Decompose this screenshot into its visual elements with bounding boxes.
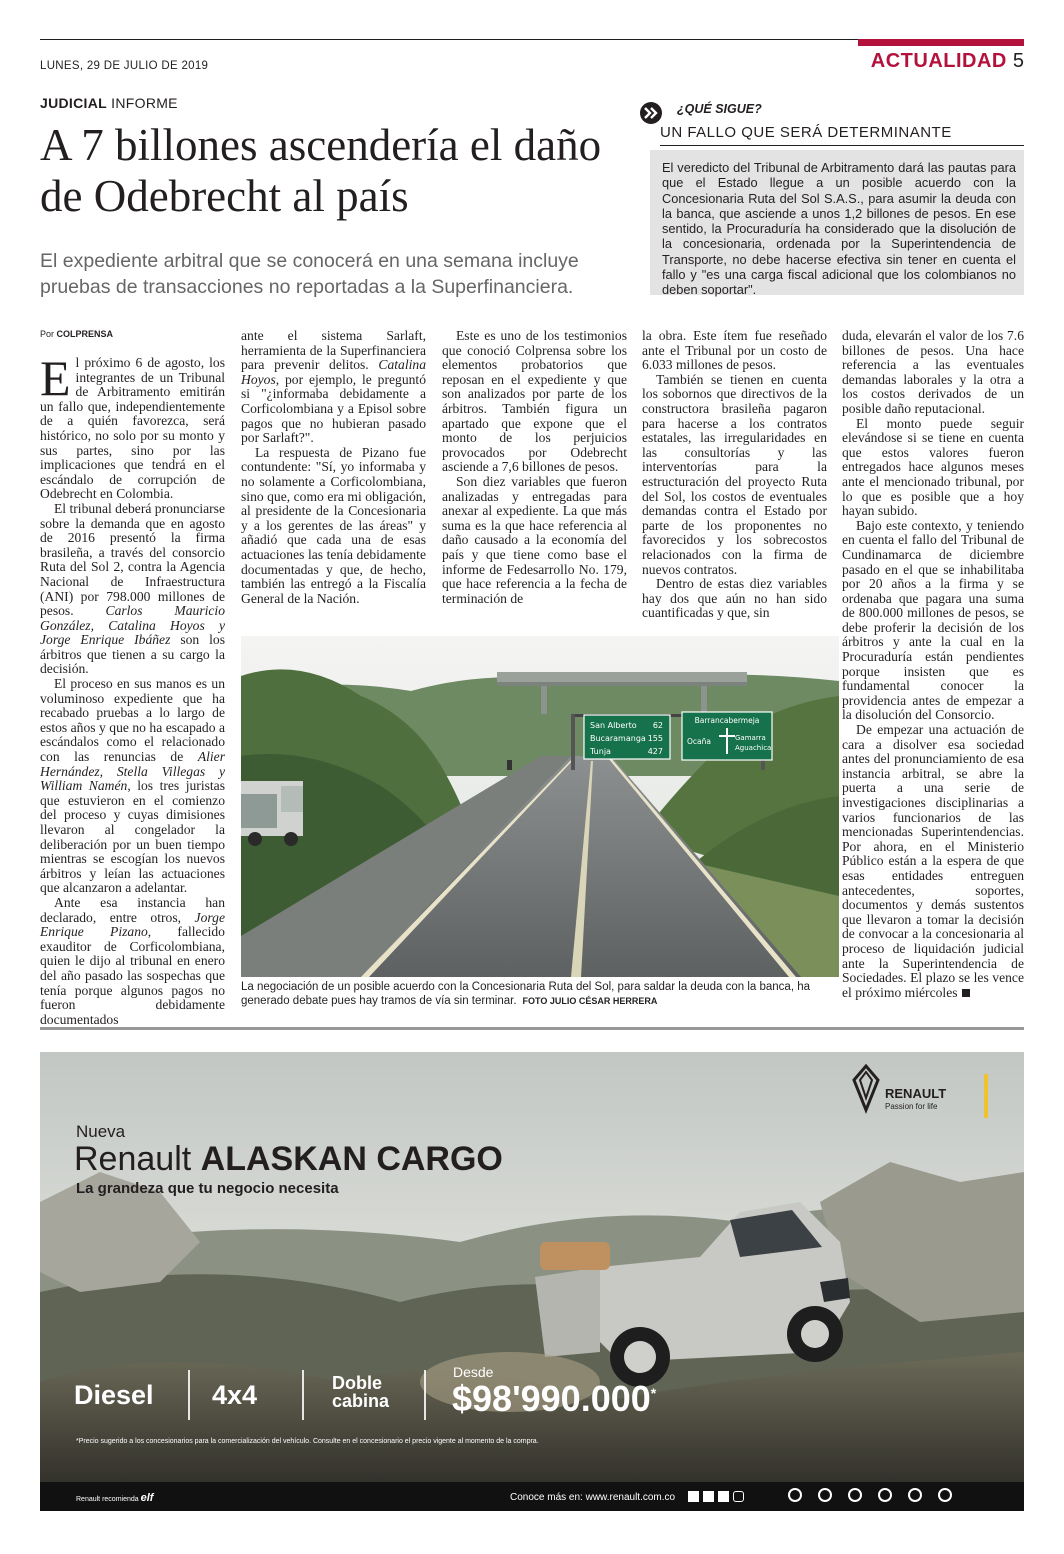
sign-left-row2-km: 155 bbox=[647, 734, 663, 743]
highway-photo-illustration bbox=[241, 636, 839, 977]
certification-seal-icon bbox=[788, 1488, 802, 1502]
photo-credit: FOTO JULIO CÉSAR HERRERA bbox=[522, 996, 658, 1006]
section-header bbox=[858, 50, 1024, 73]
paragraph bbox=[842, 723, 1024, 1000]
ad-slogan: La grandeza que tu negocio necesita bbox=[76, 1180, 339, 1197]
sign-left-row3-km: 427 bbox=[647, 747, 663, 756]
ad-feature-cabin-line2: cabina bbox=[332, 1391, 390, 1411]
paragraph-text: , los tres juristas que estuvieron en el comienzo del proceso y cuyas dimisiones llevaron al congelador la deliberación por un buen tiempo mientras se escogían los nuevos árbitros y leían las actuaciones que alcanzaron a adelantar. bbox=[40, 778, 225, 896]
section-name: ACTUALIDAD bbox=[870, 50, 1007, 72]
paragraph-text: ante el sistema Sarlaft, herramienta de la Superfinanciera para prevenir delitos. bbox=[241, 328, 426, 373]
sidebar-title: UN FALLO QUE SERÁ DETERMINANTE bbox=[660, 124, 1024, 146]
byline-author: COLPRENSA bbox=[56, 329, 114, 339]
ad-model-prefix: Renault bbox=[74, 1140, 192, 1178]
section-color-bar bbox=[858, 39, 1024, 46]
issue-date: LUNES, 29 DE JULIO DE 2019 bbox=[40, 60, 209, 72]
paragraph-text: De empezar una actuación de cara a disolver esa sociedad antes del pronunciamiento de esa instancia arbitral, se abre la puerta a una serie de investigaciones disciplinarias a varios funcionarios de las mencionadas Superintendencias. Por ahora, en el Ministerio Público están a la espera de que esas entidades entreguen antecedentes, soportes, documentos y demás sustentos que llevaron a tomar la decisión de convocar a la concesionaria al proceso de liquidación judicial ante la Superintendencia de Sociedades. El plazo se les vence el próximo miércoles bbox=[842, 722, 1024, 1000]
paragraph-text: El tribunal deberá pronunciarse sobre la demanda que en agosto de 2016 presentó la firma brasileña, a través del consorcio Ruta del Sol 2, contra la Agencia Nacional de Infraestructura (ANI) por 798.000 millones de pesos. bbox=[40, 500, 225, 619]
sign-left-row2-place: Bucaramanga bbox=[590, 734, 646, 743]
ad-disclaimer: *Precio sugerido a los concesionarios para la comercialización del vehículo. Consulte en el concesionario el precio vigente al momento de la compra. bbox=[76, 1438, 539, 1445]
witness-name: Jorge Enrique Pizano bbox=[40, 909, 225, 940]
paragraph bbox=[40, 350, 225, 502]
certification-seal-icon bbox=[938, 1488, 952, 1502]
paragraph: duda, elevarán el valor de los 7.6 billones de pesos. Una hace referencia a las eventuales demandas laborales y la otra a los costos derivados de un posible daño reputacional. bbox=[842, 328, 1024, 416]
arbiter-names: Carlos Mauricio González, Catalina Hoyos y Jorge Enrique Ibáñez bbox=[40, 603, 225, 648]
ad-feature-4x4: 4x4 bbox=[212, 1380, 258, 1410]
ad-recommends-text: Renault recomienda bbox=[76, 1496, 139, 1503]
paragraph: Son diez variables que fueron analizadas y entregadas para anexar al expediente. La que más suma es la que hace referencia al daño causado a la economía del país y que tiene como base el informe de Fedesarrollo No. 179, que hace referencia a la fecha de terminación de bbox=[442, 473, 627, 606]
facebook-icon[interactable] bbox=[688, 1491, 699, 1502]
paragraph: Dentro de estas diez variables hay dos que aún no han sido cuantificadas y que, sin bbox=[642, 576, 827, 621]
ad-website[interactable]: Conoce más en: www.renault.com.co bbox=[510, 1492, 676, 1503]
arbiter-name: Catalina Hoyos bbox=[241, 357, 426, 387]
article-subhead: El expediente arbitral que se conocerá en una semana incluye pruebas de transacciones no reportadas a la Superfinanciera. bbox=[40, 250, 579, 298]
paragraph: Bajo este contexto, y teniendo en cuenta el fallo del Tribunal de Cundinamarca de diciembre pasado en el que se inhabilitaba por 20 años a la firma y se ordenaba que pagara una suma de 800.000 millones de pesos, se debe proferir la decisión de los árbitros y ante la cual en la Procuraduría están pendientes porque insisten que es fundamental conocer la providencia antes de empezar a la disolución del Consorcio. bbox=[842, 517, 1024, 723]
paragraph: El monto puede seguir elevándose si se tiene en cuenta que estos valores fueron entregados hace algunos meses ante el mencionado tribunal, por lo que es posible que a hoy hayan subido. bbox=[842, 415, 1024, 519]
certification-seal-icon bbox=[878, 1488, 892, 1502]
certification-seal-icon bbox=[908, 1488, 922, 1502]
paragraph-text: El proceso en sus manos es un voluminoso expediente que ha recabado pruebas a lo largo de estos años y que no ha escapado a escándalos como el relacionado con las renuncias de bbox=[40, 676, 225, 765]
byline-prefix: Por bbox=[40, 329, 55, 339]
end-mark-icon bbox=[962, 989, 970, 997]
paragraph: la obra. Este ítem fue reseñado ante el Tribunal por un costo de 6.033 millones de pesos. bbox=[642, 328, 827, 373]
drop-cap: E bbox=[40, 350, 71, 406]
ad-price-value: $98'990.000 bbox=[452, 1378, 651, 1419]
sign-right-r1: Gamarra bbox=[735, 734, 766, 742]
ad-price-mark: * bbox=[650, 1385, 657, 1401]
jurist-names: Alier Hernández, Stella Villegas y William Namén bbox=[40, 749, 225, 794]
paragraph-text: l próximo 6 de agosto, los integrantes de un Tribunal de Arbitramento emitirán un fallo que, independientemente de a quién favorezca, será histórico, no solo por su monto y sus partes, sino por las implicaciones que tendrá en el escándalo de corrupción de Odebrecht en Colombia. bbox=[40, 355, 225, 502]
sidebar-label: ¿QUÉ SIGUE? bbox=[677, 102, 762, 116]
certification-logos bbox=[788, 1488, 952, 1502]
ad-feature-cabin-line1: Doble bbox=[332, 1373, 383, 1393]
photo-caption bbox=[241, 980, 839, 1008]
article-photo bbox=[241, 636, 839, 977]
page-number: 5 bbox=[1012, 50, 1024, 72]
sign-left-row3-place: Tunja bbox=[590, 747, 611, 756]
article-kicker bbox=[40, 95, 178, 111]
sign-right-left: Ocaña bbox=[687, 737, 711, 746]
paragraph-text: Ante esa instancia han declarado, entre otros, bbox=[40, 894, 225, 925]
sign-right-top: Barrancabermeja bbox=[694, 716, 760, 725]
kicker-category: JUDICIAL bbox=[40, 95, 107, 111]
paragraph bbox=[40, 677, 225, 896]
certification-seal-icon bbox=[848, 1488, 862, 1502]
paragraph-text: , fallecido exauditor de Corficolombiana, quien le dijo al tribunal en enero del año pasado las sospechas que tenía porque algunos pagos no fueron debidamente documentados bbox=[40, 924, 225, 1027]
ad-recommends bbox=[76, 1492, 153, 1504]
sign-left-row1-km: 62 bbox=[652, 721, 663, 730]
ad-price bbox=[452, 1378, 656, 1420]
paragraph: También se tienen en cuenta los sobornos que directivos de la constructora brasileña pagaron para hacerse a los contratos estatales, las irregularidades en las consultorías y las interventorías para la estructuración del proyecto Ruta del Sol, los costos de eventuales demandas contra el Estado por parte de los proponentes no favorecidos y los sobrecostos relacionados con la firma de nuevos contratos. bbox=[642, 371, 827, 577]
article-column-3 bbox=[442, 329, 627, 606]
byline bbox=[40, 329, 113, 339]
renault-advertisement bbox=[40, 1052, 1024, 1511]
ad-model bbox=[74, 1140, 503, 1179]
article-column-2 bbox=[241, 329, 426, 606]
sign-left-row1-place: San Alberto bbox=[590, 721, 637, 730]
paragraph bbox=[241, 329, 426, 446]
paragraph: La respuesta de Pizano fue contundente: "Sí, yo informaba y no solamente a Corficolombiana, sino que, como era mi obligación, al presidente de la Concesionaria y a los gerentes de las áreas" y añadió que cada una de esas actuaciones las tenía debidamente documentadas y que, de hecho, también las entregó a la Fiscalía General de la Nación. bbox=[241, 444, 426, 606]
paragraph: Este es uno de los testimonios que conoció Colprensa sobre los elementos probatorios que reposan en el expediente y que son analizados por parte de los árbitros. También figura un apartado que expone que el monto de los perjuicios provocados por Odebrecht asciende a 7,6 billones de pesos. bbox=[442, 328, 627, 475]
ad-brand: RENAULT bbox=[885, 1086, 947, 1101]
paragraph-text: son los árbitros que tienen a su cargo la decisión. bbox=[40, 632, 226, 677]
youtube-icon[interactable] bbox=[718, 1491, 729, 1502]
ad-tagline: Passion for life bbox=[885, 1102, 938, 1111]
ad-feature-cabin bbox=[332, 1374, 389, 1410]
article-column-4 bbox=[642, 329, 827, 621]
double-chevron-icon bbox=[639, 101, 663, 125]
article-column-5 bbox=[842, 329, 1024, 1000]
elf-logo: elf bbox=[140, 1492, 154, 1504]
article-column-1 bbox=[40, 350, 226, 1027]
paragraph bbox=[40, 896, 225, 1027]
article-headline: A 7 billones ascendería el daño de Odebrecht al país bbox=[40, 120, 602, 221]
twitter-icon[interactable] bbox=[703, 1491, 714, 1502]
paragraph bbox=[40, 502, 225, 677]
caption-text: La negociación de un posible acuerdo con la Concesionaria Ruta del Sol, para saldar la deuda con la banca, ha generado debate pues hay tramos de vía sin terminar. bbox=[241, 981, 811, 1007]
ad-price-from: Desde bbox=[453, 1364, 494, 1380]
sign-right-r2: Aguachica bbox=[735, 744, 772, 752]
ad-model-name: ALASKAN CARGO bbox=[200, 1140, 503, 1178]
kicker-type: INFORME bbox=[111, 95, 178, 111]
social-icons bbox=[688, 1491, 744, 1502]
ad-nueva: Nueva bbox=[76, 1122, 126, 1141]
instagram-icon[interactable] bbox=[733, 1491, 744, 1502]
ad-divider bbox=[40, 1027, 1024, 1030]
sidebar-text: El veredicto del Tribunal de Arbitramento dará las pautas para que el Estado llegue a un posible acuerdo con la Concesionaria Ruta del Sol S.A.S., para asumir la deuda con la banca, que asciende a unos 1,2 billones de pesos. En ese sentido, la Procuraduría ha considerado que la disolución de la concesionaria, ordenada por la Superintendencia de Transporte, no debe hacerse efectiva sin tener en cuenta el fallo y "es una carga fiscal adicional que los colombianos no deben soportar". bbox=[662, 160, 1016, 298]
ad-feature-diesel: Diesel bbox=[74, 1380, 154, 1410]
certification-seal-icon bbox=[818, 1488, 832, 1502]
paragraph-text: , por ejemplo, le preguntó si "¿informaba debidamente a Corficolombiana y a Episol sobre pagos que no hubieran pasado por Sarlaft?". bbox=[241, 371, 426, 446]
